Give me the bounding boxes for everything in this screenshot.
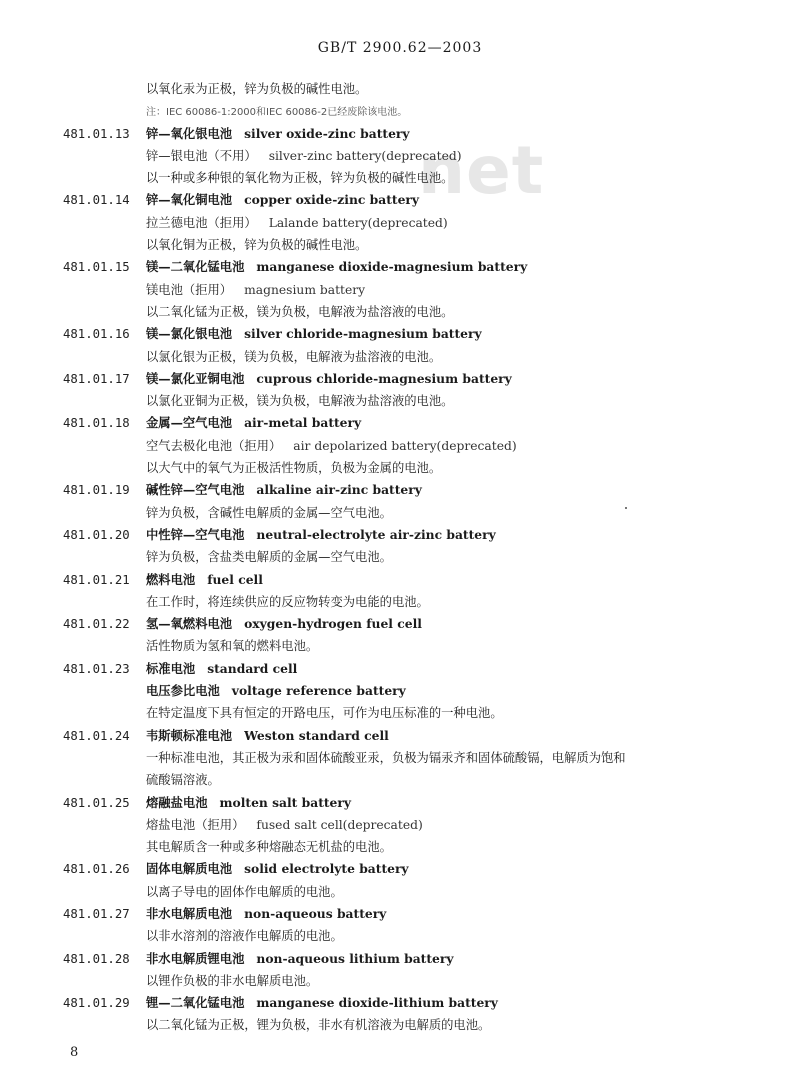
definition-line	[0, 167, 800, 189]
definition-text: 其电解质含一种或多种熔融态无机盐的电池。	[146, 840, 392, 855]
term-chinese: 标准电池	[146, 661, 196, 676]
term-chinese: 固体电解质电池	[146, 862, 233, 877]
definition-line	[0, 814, 800, 836]
synonym-chinese: 镁电池（拒用）	[146, 282, 233, 297]
term-entry-row	[0, 368, 800, 390]
definition-line	[0, 279, 800, 301]
term-chinese: 非水电解质锂电池	[146, 951, 245, 966]
term-number: 481.01.29	[63, 996, 130, 1011]
definition-text: 硫酸镉溶液。	[146, 773, 220, 788]
synonym-chinese: 空气去极化电池（拒用）	[146, 438, 282, 453]
definition-line	[0, 145, 800, 167]
term-english: non-aqueous battery	[244, 905, 387, 921]
term-entry-row	[0, 323, 800, 345]
definition-line	[0, 212, 800, 234]
term-entry-row	[0, 948, 800, 970]
term-english: air-metal battery	[244, 415, 362, 431]
term-chinese: 锌—氧化铜电池	[146, 193, 233, 208]
term-english: molten salt battery	[219, 794, 352, 810]
term-entry-row	[0, 658, 800, 680]
term-entry-row	[0, 256, 800, 278]
definition-text: 以大气中的氧气为正极活性物质，负极为金属的电池。	[146, 461, 442, 476]
term-english: alkaline air-zinc battery	[256, 482, 422, 498]
term-english: neutral-electrolyte air-zinc battery	[256, 526, 496, 542]
term-number: 481.01.18	[63, 416, 130, 431]
term-english: manganese dioxide-lithium battery	[256, 995, 498, 1011]
definition-line	[0, 502, 800, 524]
synonym-english: magnesium battery	[244, 282, 366, 297]
term-english: cuprous chloride-magnesium battery	[256, 370, 512, 386]
definition-text: 在工作时，将连续供应的反应物转变为电能的电池。	[146, 594, 429, 609]
definition-line	[0, 234, 800, 256]
term-english: silver chloride-magnesium battery	[244, 326, 482, 342]
term-entry-row	[0, 792, 800, 814]
term-number: 481.01.23	[63, 661, 130, 676]
term-chinese: 镁—氯化亚铜电池	[146, 371, 245, 386]
definition-text: 一种标准电池，其正极为汞和固体硫酸亚汞，负极为镉汞齐和固体硫酸镉，电解质为饱和	[146, 750, 626, 765]
term-number: 481.01.16	[63, 327, 130, 342]
definition-line	[0, 635, 800, 657]
scan-speck	[625, 507, 627, 509]
term-chinese: 非水电解质电池	[146, 906, 233, 921]
definition-line	[0, 546, 800, 568]
synonym-english: Lalande battery(deprecated)	[268, 215, 448, 230]
definition-text: 在特定温度下具有恒定的开路电压，可作为电压标准的一种电池。	[146, 706, 503, 721]
term-entry-row	[0, 524, 800, 546]
term-entry-row	[0, 412, 800, 434]
definition-line	[0, 881, 800, 903]
term-number: 481.01.13	[63, 126, 130, 141]
definition-line	[0, 836, 800, 858]
definition-text: 以离子导电的固体作电解质的电池。	[146, 884, 343, 899]
definition-text: 以氯化亚铜为正极，镁为负极，电解液为盐溶液的电池。	[146, 394, 454, 409]
note-line	[0, 100, 800, 122]
definition-text: 活性物质为氢和氧的燃料电池。	[146, 639, 319, 654]
synonym-english: air depolarized battery(deprecated)	[293, 438, 517, 453]
term-chinese: 金属—空气电池	[146, 416, 233, 431]
term-chinese: 氢—氧燃料电池	[146, 617, 233, 632]
term-entry-row	[0, 123, 800, 145]
definition-text: 注：IEC 60086-1:2000和IEC 60086-2已经废除该电池。	[146, 107, 408, 119]
definition-line	[0, 78, 800, 100]
term-english: voltage reference battery	[231, 683, 406, 699]
term-number: 481.01.21	[63, 572, 130, 587]
definition-text: 以二氧化锰为正极，锂为负极，非水有机溶液为电解质的电池。	[146, 1018, 491, 1033]
term-english: solid electrolyte battery	[244, 861, 409, 877]
term-chinese: 熔融盐电池	[146, 795, 208, 810]
term-english: manganese dioxide-magnesium battery	[256, 259, 528, 275]
term-number: 481.01.14	[63, 193, 130, 208]
definition-text: 以氧化汞为正极，锌为负极的碱性电池。	[146, 82, 368, 96]
page-header-code: GB/T 2900.62—2003	[317, 40, 483, 56]
term-number: 481.01.28	[63, 951, 130, 966]
term-english: Weston standard cell	[244, 727, 389, 743]
term-chinese: 镁—氯化银电池	[146, 327, 233, 342]
definition-line	[0, 769, 800, 791]
definition-line	[0, 591, 800, 613]
term-chinese: 锌—氧化银电池	[146, 126, 233, 141]
term-chinese: 锂—二氧化锰电池	[146, 996, 245, 1011]
term-number: 481.01.24	[63, 728, 130, 743]
term-english: non-aqueous lithium battery	[256, 950, 454, 966]
definition-line	[0, 702, 800, 724]
term-entry-row	[0, 613, 800, 635]
definition-text: 以氧化铜为正极，锌为负极的碱性电池。	[146, 238, 368, 253]
term-entry-row	[0, 903, 800, 925]
term-chinese: 中性锌—空气电池	[146, 527, 245, 542]
definition-line	[0, 680, 800, 702]
term-entry-row	[0, 858, 800, 880]
term-chinese: 镁—二氧化锰电池	[146, 260, 245, 275]
term-english: oxygen-hydrogen fuel cell	[244, 616, 422, 632]
term-number: 481.01.25	[63, 795, 130, 810]
term-entry-row	[0, 725, 800, 747]
definition-line	[0, 346, 800, 368]
term-english: fuel cell	[207, 571, 263, 587]
synonym-english: fused salt cell(deprecated)	[256, 817, 423, 832]
definition-text: 以一种或多种银的氧化物为正极，锌为负极的碱性电池。	[146, 171, 454, 186]
definition-line	[0, 301, 800, 323]
term-entry-row	[0, 479, 800, 501]
term-number: 481.01.27	[63, 906, 130, 921]
term-number: 481.01.22	[63, 617, 130, 632]
synonym-english: silver-zinc battery(deprecated)	[268, 148, 462, 163]
definition-text: 以锂作负极的非水电解质电池。	[146, 973, 319, 988]
term-english: silver oxide-zinc battery	[244, 125, 410, 141]
definition-line	[0, 925, 800, 947]
term-chinese: 碱性锌—空气电池	[146, 483, 245, 498]
definition-line	[0, 747, 800, 769]
synonym-chinese: 熔盐电池（拒用）	[146, 817, 245, 832]
definition-line	[0, 1014, 800, 1036]
page-number: 8	[70, 1045, 79, 1060]
term-number: 481.01.26	[63, 862, 130, 877]
term-list	[0, 78, 800, 1037]
definition-line	[0, 390, 800, 412]
definition-text: 锌为负极，含盐类电解质的金属—空气电池。	[146, 550, 392, 565]
term-number: 481.01.15	[63, 260, 130, 275]
term-entry-row	[0, 569, 800, 591]
term-entry-row	[0, 992, 800, 1014]
definition-text: 以非水溶剂的溶液作电解质的电池。	[146, 929, 343, 944]
definition-text: 锌为负极，含碱性电解质的金属—空气电池。	[146, 505, 392, 520]
definition-line	[0, 435, 800, 457]
term-chinese: 韦斯顿标准电池	[146, 728, 233, 743]
definition-line	[0, 970, 800, 992]
term-number: 481.01.19	[63, 483, 130, 498]
term-english: standard cell	[207, 660, 298, 676]
term-number: 481.01.17	[63, 371, 130, 386]
synonym-chinese: 锌—银电池（不用）	[146, 148, 257, 163]
definition-text: 以氯化银为正极，镁为负极，电解液为盐溶液的电池。	[146, 349, 442, 364]
term-chinese: 电压参比电池	[146, 684, 220, 699]
definition-line	[0, 457, 800, 479]
synonym-chinese: 拉兰德电池（拒用）	[146, 215, 257, 230]
term-chinese: 燃料电池	[146, 572, 196, 587]
term-number: 481.01.20	[63, 527, 130, 542]
watermark: net	[418, 132, 545, 209]
definition-text: 以二氧化锰为正极，镁为负极，电解液为盐溶液的电池。	[146, 304, 454, 319]
term-english: copper oxide-zinc battery	[244, 192, 420, 208]
term-entry-row	[0, 189, 800, 211]
